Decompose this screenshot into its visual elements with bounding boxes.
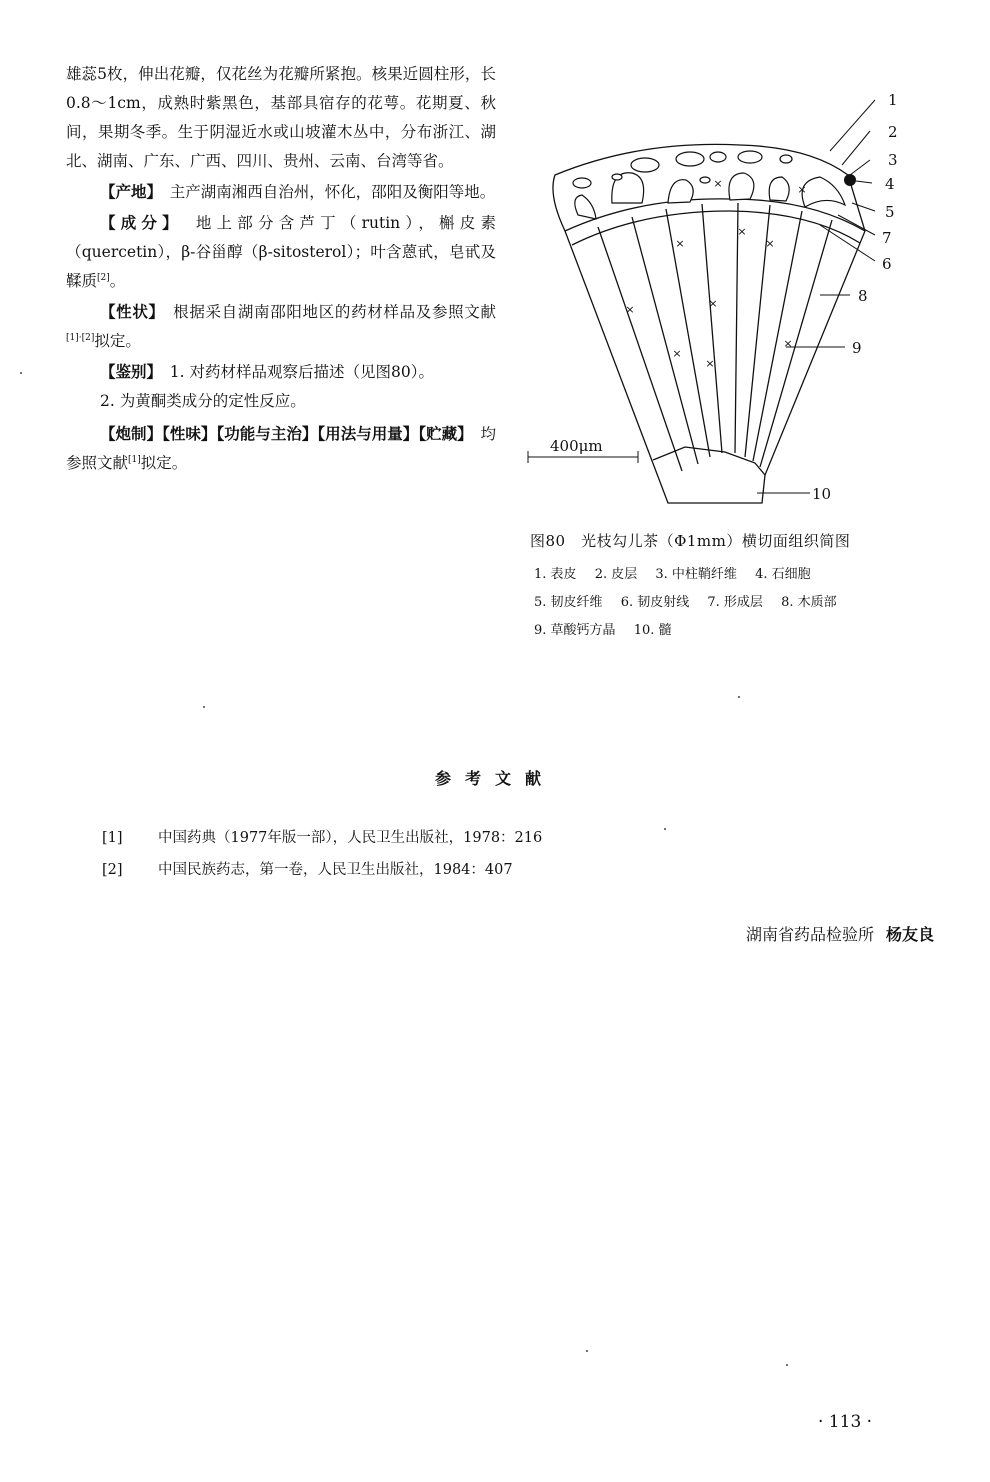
author-line xyxy=(746,922,934,945)
svg-text:×: × xyxy=(672,347,682,360)
composition-text: 地上部分含芦丁（rutin），槲皮素（quercetin），β-谷甾醇（β-sitosterol）；叶含蒽甙，皂甙及鞣质 xyxy=(66,214,496,290)
legend-item: 2. 皮层 xyxy=(594,567,638,582)
svg-text:×: × xyxy=(737,225,747,238)
scale-bar-label: 400μm xyxy=(550,437,603,455)
reference-item xyxy=(102,858,513,879)
page-number: · 113 · xyxy=(818,1412,873,1432)
scan-speck xyxy=(738,696,740,698)
characters-heading: 【性状】 xyxy=(100,303,157,321)
misc-paragraph xyxy=(66,420,496,478)
legend-item: 8. 木质部 xyxy=(781,595,837,610)
figure-legend xyxy=(534,561,934,645)
legend-item: 4. 石细胞 xyxy=(755,567,811,582)
description-paragraph: 雄蕊5枚，伸出花瓣，仅花丝为花瓣所紧抱。核果近圆柱形，长0.8～1cm，成熟时紫黑色，基部具宿存的花萼。花期夏、秋间，果期冬季。生于阴湿近水或山坡灌木丛中，分布浙江、湖北、湖南、广东、广西、四川、贵州、云南、台湾等省。 xyxy=(66,65,496,170)
figure-caption: 图80 光枝勾儿茶（Φ1mm）横切面组织简图 xyxy=(530,532,851,550)
misc-heading: 【炮制】【性味】【功能与主治】【用法与用量】【贮藏】 xyxy=(100,425,465,443)
figure-label: 5 xyxy=(885,203,895,221)
misc-end: 拟定。 xyxy=(140,454,188,472)
cross-section-figure xyxy=(520,85,940,525)
figure-label: 10 xyxy=(812,485,832,503)
svg-text:×: × xyxy=(708,297,718,310)
scan-speck xyxy=(20,372,22,374)
identification-heading: 【鉴别】 xyxy=(100,363,155,381)
scan-speck xyxy=(203,706,205,708)
legend-item: 3. 中柱鞘纤维 xyxy=(655,567,737,582)
body-text xyxy=(66,60,496,478)
scan-speck xyxy=(586,1350,588,1352)
identification-paragraph xyxy=(66,358,496,387)
svg-text:×: × xyxy=(675,237,685,250)
figure-label: 2 xyxy=(888,123,898,141)
svg-text:×: × xyxy=(765,237,775,250)
figure-label: 4 xyxy=(885,175,895,193)
reference-number: [2] xyxy=(102,862,123,878)
svg-text:×: × xyxy=(705,357,715,370)
references-title: 参考文献 xyxy=(434,769,555,788)
origin-text: 主产湖南湘西自治州，怀化，邵阳及衡阳等地。 xyxy=(169,183,496,201)
misc-text: 均参照文献 xyxy=(66,425,496,472)
characters-end: 拟定。 xyxy=(94,332,141,350)
scan-speck xyxy=(786,1364,788,1366)
origin-heading: 【产地】 xyxy=(100,183,155,201)
legend-item: 6. 韧皮射线 xyxy=(620,595,690,610)
svg-text:×: × xyxy=(797,183,807,196)
figure-labels xyxy=(812,91,898,503)
citation: [1] xyxy=(128,455,141,465)
identification-text-2: 2. 为黄酮类成分的定性反应。 xyxy=(100,392,306,410)
characters-text: 根据采自湖南邵阳地区的药材样品及参照文献 xyxy=(173,303,496,321)
composition-paragraph xyxy=(66,209,496,296)
reference-item xyxy=(102,826,542,847)
svg-text:×: × xyxy=(783,337,793,350)
reference-text: 中国民族药志，第一卷，人民卫生出版社，1984：407 xyxy=(158,862,513,878)
figure-label: 6 xyxy=(882,255,892,273)
composition-heading: 【成分】 xyxy=(100,214,176,232)
citation: [1]·[2] xyxy=(66,333,95,343)
figure-label: 1 xyxy=(888,91,898,109)
characters-paragraph xyxy=(66,298,496,356)
author-organization: 湖南省药品检验所 xyxy=(745,925,874,944)
legend-item: 1. 表皮 xyxy=(534,567,577,582)
citation: [2] xyxy=(97,273,110,283)
legend-item: 10. 髓 xyxy=(633,623,672,638)
reference-text: 中国药典（1977年版一部），人民卫生出版社，1978：216 xyxy=(158,830,543,846)
figure-label: 7 xyxy=(882,229,892,247)
origin-paragraph xyxy=(66,178,496,207)
legend-item: 9. 草酸钙方晶 xyxy=(534,623,616,638)
legend-item: 7. 形成层 xyxy=(707,595,763,610)
svg-text:×: × xyxy=(713,177,723,190)
figure-label: 3 xyxy=(888,151,898,169)
legend-item: 5. 韧皮纤维 xyxy=(534,595,603,610)
identification-text-1: 1. 对药材样品观察后描述（见图80）。 xyxy=(169,363,434,381)
scan-speck xyxy=(664,828,666,830)
reference-number: [1] xyxy=(102,830,123,846)
figure-label: 8 xyxy=(858,287,868,305)
svg-text:×: × xyxy=(625,303,635,316)
figure-label: 9 xyxy=(852,339,862,357)
composition-end: 。 xyxy=(109,272,126,290)
author-name: 杨友良 xyxy=(885,925,934,944)
